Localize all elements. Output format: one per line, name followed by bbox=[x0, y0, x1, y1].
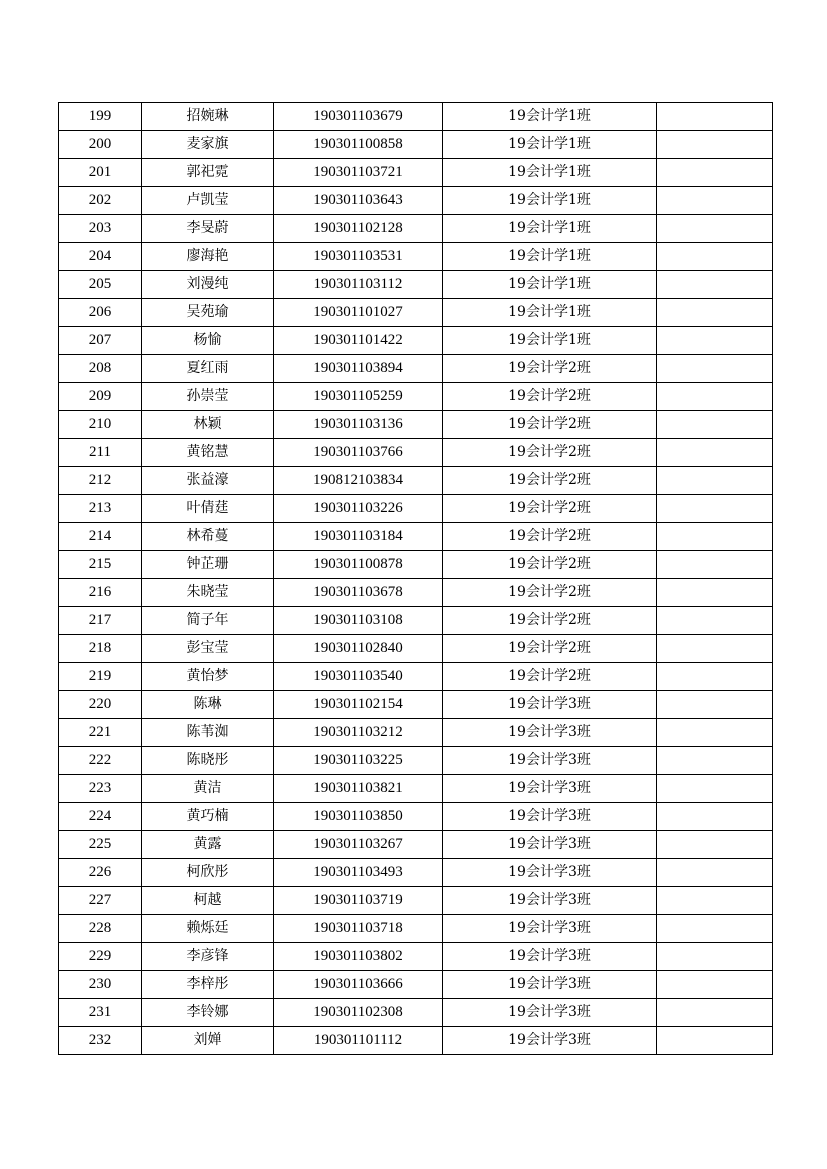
student-id-cell: 190301103802 bbox=[274, 943, 443, 971]
class-name-cell: 19会计学1班 bbox=[443, 271, 657, 299]
note-cell bbox=[657, 271, 773, 299]
class-name-cell: 19会计学1班 bbox=[443, 187, 657, 215]
table-row bbox=[59, 299, 773, 327]
class-name-cell: 19会计学3班 bbox=[443, 943, 657, 971]
student-name-cell: 朱晓莹 bbox=[142, 579, 274, 607]
note-cell bbox=[657, 887, 773, 915]
student-name-cell: 刘漫纯 bbox=[142, 271, 274, 299]
note-cell bbox=[657, 215, 773, 243]
note-cell bbox=[657, 103, 773, 131]
class-name-cell: 19会计学1班 bbox=[443, 243, 657, 271]
class-name-cell: 19会计学2班 bbox=[443, 551, 657, 579]
student-name-cell: 夏红雨 bbox=[142, 355, 274, 383]
row-number-cell: 214 bbox=[59, 523, 142, 551]
row-number-cell: 229 bbox=[59, 943, 142, 971]
note-cell bbox=[657, 803, 773, 831]
row-number-cell: 222 bbox=[59, 747, 142, 775]
student-id-cell: 190301103678 bbox=[274, 579, 443, 607]
note-cell bbox=[657, 971, 773, 999]
row-number-cell: 203 bbox=[59, 215, 142, 243]
row-number-cell: 204 bbox=[59, 243, 142, 271]
class-name-cell: 19会计学3班 bbox=[443, 1027, 657, 1055]
row-number-cell: 216 bbox=[59, 579, 142, 607]
note-cell bbox=[657, 999, 773, 1027]
row-number-cell: 209 bbox=[59, 383, 142, 411]
class-name-cell: 19会计学3班 bbox=[443, 999, 657, 1027]
class-name-cell: 19会计学2班 bbox=[443, 467, 657, 495]
student-id-cell: 190301103226 bbox=[274, 495, 443, 523]
student-name-cell: 彭宝莹 bbox=[142, 635, 274, 663]
class-name-cell: 19会计学2班 bbox=[443, 635, 657, 663]
student-name-cell: 林希蔓 bbox=[142, 523, 274, 551]
row-number-cell: 224 bbox=[59, 803, 142, 831]
table-row bbox=[59, 439, 773, 467]
table-row bbox=[59, 859, 773, 887]
table-row bbox=[59, 327, 773, 355]
note-cell bbox=[657, 831, 773, 859]
student-id-cell: 190301103212 bbox=[274, 719, 443, 747]
student-id-cell: 190301103493 bbox=[274, 859, 443, 887]
class-name-cell: 19会计学3班 bbox=[443, 887, 657, 915]
row-number-cell: 200 bbox=[59, 131, 142, 159]
class-name-cell: 19会计学2班 bbox=[443, 607, 657, 635]
row-number-cell: 210 bbox=[59, 411, 142, 439]
note-cell bbox=[657, 187, 773, 215]
class-name-cell: 19会计学1班 bbox=[443, 299, 657, 327]
class-name-cell: 19会计学2班 bbox=[443, 579, 657, 607]
student-id-cell: 190301101422 bbox=[274, 327, 443, 355]
class-name-cell: 19会计学2班 bbox=[443, 383, 657, 411]
row-number-cell: 227 bbox=[59, 887, 142, 915]
student-name-cell: 黄怡梦 bbox=[142, 663, 274, 691]
student-name-cell: 李铃娜 bbox=[142, 999, 274, 1027]
student-id-cell: 190301103766 bbox=[274, 439, 443, 467]
student-name-cell: 柯越 bbox=[142, 887, 274, 915]
row-number-cell: 231 bbox=[59, 999, 142, 1027]
class-name-cell: 19会计学2班 bbox=[443, 663, 657, 691]
note-cell bbox=[657, 411, 773, 439]
table-row bbox=[59, 1027, 773, 1055]
note-cell bbox=[657, 663, 773, 691]
table-row bbox=[59, 607, 773, 635]
student-id-cell: 190301101112 bbox=[274, 1027, 443, 1055]
student-name-cell: 麦家旗 bbox=[142, 131, 274, 159]
class-name-cell: 19会计学1班 bbox=[443, 131, 657, 159]
student-id-cell: 190301103721 bbox=[274, 159, 443, 187]
row-number-cell: 211 bbox=[59, 439, 142, 467]
table-row bbox=[59, 635, 773, 663]
student-name-cell: 柯欣彤 bbox=[142, 859, 274, 887]
table-row bbox=[59, 215, 773, 243]
note-cell bbox=[657, 859, 773, 887]
student-name-cell: 黄洁 bbox=[142, 775, 274, 803]
table-row bbox=[59, 691, 773, 719]
row-number-cell: 232 bbox=[59, 1027, 142, 1055]
student-name-cell: 陈琳 bbox=[142, 691, 274, 719]
class-name-cell: 19会计学1班 bbox=[443, 159, 657, 187]
note-cell bbox=[657, 607, 773, 635]
note-cell bbox=[657, 327, 773, 355]
note-cell bbox=[657, 131, 773, 159]
table-row bbox=[59, 495, 773, 523]
class-name-cell: 19会计学1班 bbox=[443, 215, 657, 243]
class-name-cell: 19会计学3班 bbox=[443, 747, 657, 775]
student-id-cell: 190301102840 bbox=[274, 635, 443, 663]
table-row bbox=[59, 831, 773, 859]
student-name-cell: 黄铭慧 bbox=[142, 439, 274, 467]
student-id-cell: 190301103540 bbox=[274, 663, 443, 691]
table-row bbox=[59, 747, 773, 775]
row-number-cell: 201 bbox=[59, 159, 142, 187]
note-cell bbox=[657, 1027, 773, 1055]
student-name-cell: 李梓彤 bbox=[142, 971, 274, 999]
student-id-cell: 190301102128 bbox=[274, 215, 443, 243]
table-row bbox=[59, 131, 773, 159]
row-number-cell: 228 bbox=[59, 915, 142, 943]
note-cell bbox=[657, 579, 773, 607]
table-row bbox=[59, 187, 773, 215]
row-number-cell: 208 bbox=[59, 355, 142, 383]
row-number-cell: 226 bbox=[59, 859, 142, 887]
table-row bbox=[59, 271, 773, 299]
class-name-cell: 19会计学2班 bbox=[443, 523, 657, 551]
table-row bbox=[59, 103, 773, 131]
note-cell bbox=[657, 159, 773, 187]
row-number-cell: 223 bbox=[59, 775, 142, 803]
table-row bbox=[59, 467, 773, 495]
table-row bbox=[59, 719, 773, 747]
note-cell bbox=[657, 243, 773, 271]
row-number-cell: 205 bbox=[59, 271, 142, 299]
student-id-cell: 190301103718 bbox=[274, 915, 443, 943]
student-name-cell: 陈晓彤 bbox=[142, 747, 274, 775]
student-name-cell: 黄露 bbox=[142, 831, 274, 859]
note-cell bbox=[657, 523, 773, 551]
row-number-cell: 220 bbox=[59, 691, 142, 719]
note-cell bbox=[657, 439, 773, 467]
class-name-cell: 19会计学1班 bbox=[443, 327, 657, 355]
student-name-cell: 郭祀霓 bbox=[142, 159, 274, 187]
row-number-cell: 206 bbox=[59, 299, 142, 327]
note-cell bbox=[657, 383, 773, 411]
student-name-cell: 卢凯莹 bbox=[142, 187, 274, 215]
student-id-cell: 190812103834 bbox=[274, 467, 443, 495]
student-id-cell: 190301103719 bbox=[274, 887, 443, 915]
table-row bbox=[59, 887, 773, 915]
student-name-cell: 杨愉 bbox=[142, 327, 274, 355]
row-number-cell: 207 bbox=[59, 327, 142, 355]
student-id-cell: 190301103666 bbox=[274, 971, 443, 999]
note-cell bbox=[657, 775, 773, 803]
student-id-cell: 190301103225 bbox=[274, 747, 443, 775]
note-cell bbox=[657, 551, 773, 579]
table-row bbox=[59, 775, 773, 803]
row-number-cell: 225 bbox=[59, 831, 142, 859]
class-name-cell: 19会计学3班 bbox=[443, 915, 657, 943]
row-number-cell: 218 bbox=[59, 635, 142, 663]
student-id-cell: 190301103184 bbox=[274, 523, 443, 551]
class-name-cell: 19会计学3班 bbox=[443, 971, 657, 999]
table-row bbox=[59, 915, 773, 943]
student-name-cell: 张益濠 bbox=[142, 467, 274, 495]
table-row bbox=[59, 383, 773, 411]
student-id-cell: 190301103850 bbox=[274, 803, 443, 831]
class-name-cell: 19会计学3班 bbox=[443, 719, 657, 747]
student-id-cell: 190301100858 bbox=[274, 131, 443, 159]
row-number-cell: 230 bbox=[59, 971, 142, 999]
student-id-cell: 190301103821 bbox=[274, 775, 443, 803]
class-name-cell: 19会计学2班 bbox=[443, 411, 657, 439]
class-name-cell: 19会计学3班 bbox=[443, 859, 657, 887]
note-cell bbox=[657, 747, 773, 775]
student-id-cell: 190301103531 bbox=[274, 243, 443, 271]
row-number-cell: 213 bbox=[59, 495, 142, 523]
class-name-cell: 19会计学3班 bbox=[443, 831, 657, 859]
student-name-cell: 刘婵 bbox=[142, 1027, 274, 1055]
row-number-cell: 199 bbox=[59, 103, 142, 131]
table-row bbox=[59, 243, 773, 271]
table-row bbox=[59, 355, 773, 383]
table-row bbox=[59, 551, 773, 579]
table-row bbox=[59, 943, 773, 971]
student-name-cell: 吴苑瑜 bbox=[142, 299, 274, 327]
note-cell bbox=[657, 299, 773, 327]
student-id-cell: 190301105259 bbox=[274, 383, 443, 411]
table-row bbox=[59, 999, 773, 1027]
row-number-cell: 221 bbox=[59, 719, 142, 747]
student-id-cell: 190301103136 bbox=[274, 411, 443, 439]
row-number-cell: 202 bbox=[59, 187, 142, 215]
note-cell bbox=[657, 355, 773, 383]
student-id-cell: 190301103108 bbox=[274, 607, 443, 635]
class-name-cell: 19会计学2班 bbox=[443, 439, 657, 467]
student-name-cell: 招婉琳 bbox=[142, 103, 274, 131]
table-row bbox=[59, 663, 773, 691]
note-cell bbox=[657, 467, 773, 495]
student-name-cell: 简子年 bbox=[142, 607, 274, 635]
student-name-cell: 廖海艳 bbox=[142, 243, 274, 271]
student-name-cell: 黄巧楠 bbox=[142, 803, 274, 831]
student-name-cell: 孙崇莹 bbox=[142, 383, 274, 411]
note-cell bbox=[657, 635, 773, 663]
student-name-cell: 叶倩莛 bbox=[142, 495, 274, 523]
note-cell bbox=[657, 495, 773, 523]
student-id-cell: 190301100878 bbox=[274, 551, 443, 579]
student-name-cell: 钟芷珊 bbox=[142, 551, 274, 579]
note-cell bbox=[657, 943, 773, 971]
student-roster-table bbox=[58, 102, 773, 1055]
note-cell bbox=[657, 691, 773, 719]
student-name-cell: 赖烁廷 bbox=[142, 915, 274, 943]
table-row bbox=[59, 971, 773, 999]
student-id-cell: 190301103643 bbox=[274, 187, 443, 215]
student-id-cell: 190301101027 bbox=[274, 299, 443, 327]
table-row bbox=[59, 579, 773, 607]
student-id-cell: 190301103894 bbox=[274, 355, 443, 383]
roster-body bbox=[59, 103, 773, 1055]
student-id-cell: 190301103267 bbox=[274, 831, 443, 859]
student-name-cell: 李彦锋 bbox=[142, 943, 274, 971]
table-row bbox=[59, 159, 773, 187]
note-cell bbox=[657, 719, 773, 747]
student-name-cell: 李旻蔚 bbox=[142, 215, 274, 243]
row-number-cell: 212 bbox=[59, 467, 142, 495]
row-number-cell: 217 bbox=[59, 607, 142, 635]
row-number-cell: 215 bbox=[59, 551, 142, 579]
row-number-cell: 219 bbox=[59, 663, 142, 691]
student-id-cell: 190301103679 bbox=[274, 103, 443, 131]
class-name-cell: 19会计学3班 bbox=[443, 691, 657, 719]
table-row bbox=[59, 803, 773, 831]
student-name-cell: 陈苇洳 bbox=[142, 719, 274, 747]
class-name-cell: 19会计学2班 bbox=[443, 355, 657, 383]
class-name-cell: 19会计学3班 bbox=[443, 803, 657, 831]
student-id-cell: 190301102154 bbox=[274, 691, 443, 719]
table-row bbox=[59, 523, 773, 551]
class-name-cell: 19会计学1班 bbox=[443, 103, 657, 131]
note-cell bbox=[657, 915, 773, 943]
student-name-cell: 林颖 bbox=[142, 411, 274, 439]
student-id-cell: 190301103112 bbox=[274, 271, 443, 299]
class-name-cell: 19会计学3班 bbox=[443, 775, 657, 803]
table-row bbox=[59, 411, 773, 439]
student-id-cell: 190301102308 bbox=[274, 999, 443, 1027]
class-name-cell: 19会计学2班 bbox=[443, 495, 657, 523]
